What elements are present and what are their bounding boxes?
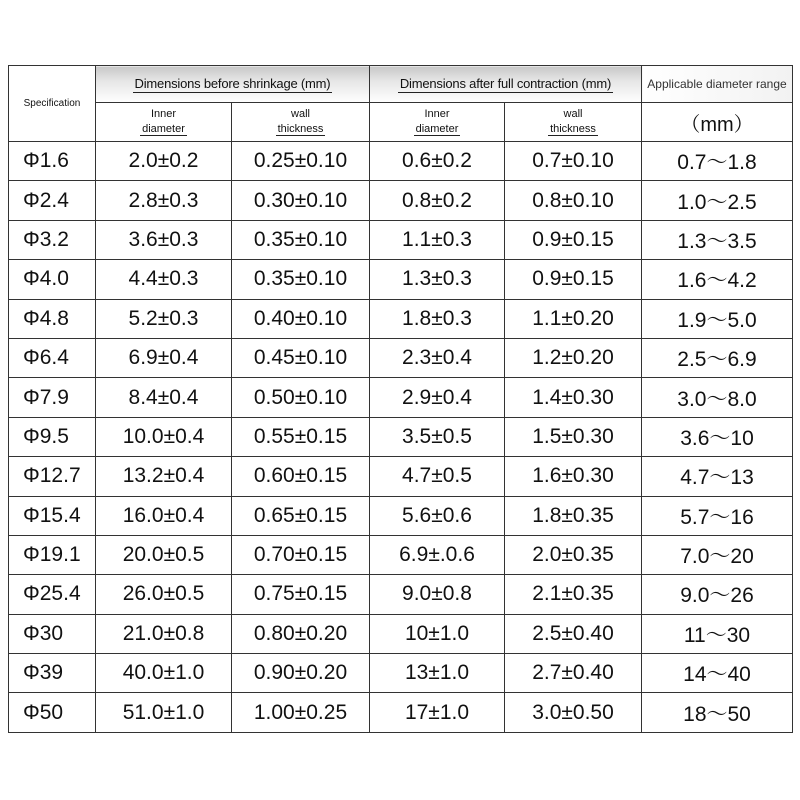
header-after-label: Dimensions after full contraction (mm) bbox=[399, 75, 612, 91]
table-row bbox=[9, 575, 793, 614]
after-wall-thickness-cell: 1.5±0.30 bbox=[505, 417, 642, 456]
table-row bbox=[9, 457, 793, 496]
table-row bbox=[9, 299, 793, 338]
specification-cell: Φ15.4 bbox=[9, 496, 96, 535]
after-inner-diameter-cell: 5.6±0.6 bbox=[370, 496, 505, 535]
header-after-contraction bbox=[370, 66, 642, 103]
after-inner-diameter-cell: 4.7±0.5 bbox=[370, 457, 505, 496]
diameter-range-cell: 1.6～4.2 bbox=[642, 260, 793, 299]
diameter-range-cell: 5.7～16 bbox=[642, 496, 793, 535]
before-wall-thickness-cell: 1.00±0.25 bbox=[232, 693, 370, 732]
specification-cell: Φ7.9 bbox=[9, 378, 96, 417]
inner-line2: diameter bbox=[415, 123, 459, 135]
table-row bbox=[9, 535, 793, 574]
after-inner-diameter-cell: 10±1.0 bbox=[370, 614, 505, 653]
after-wall-thickness-cell: 0.7±0.10 bbox=[505, 142, 642, 181]
diameter-range-cell: 7.0～20 bbox=[642, 535, 793, 574]
before-inner-diameter-cell: 2.0±0.2 bbox=[96, 142, 232, 181]
before-wall-thickness-cell: 0.70±0.15 bbox=[232, 535, 370, 574]
header-range-unit: （mm） bbox=[642, 103, 793, 142]
after-inner-diameter-cell: 0.8±0.2 bbox=[370, 181, 505, 220]
specification-cell: Φ4.0 bbox=[9, 260, 96, 299]
before-wall-thickness-cell: 0.75±0.15 bbox=[232, 575, 370, 614]
table-row bbox=[9, 260, 793, 299]
diameter-range-cell: 1.9～5.0 bbox=[642, 299, 793, 338]
specification-cell: Φ19.1 bbox=[9, 535, 96, 574]
before-wall-thickness-cell: 0.30±0.10 bbox=[232, 181, 370, 220]
after-inner-diameter-cell: 13±1.0 bbox=[370, 654, 505, 693]
specification-cell: Φ2.4 bbox=[9, 181, 96, 220]
after-wall-thickness-cell: 0.8±0.10 bbox=[505, 181, 642, 220]
inner-line2: diameter bbox=[142, 123, 185, 135]
after-inner-diameter-cell: 1.3±0.3 bbox=[370, 260, 505, 299]
before-wall-thickness-cell: 0.45±0.10 bbox=[232, 338, 370, 377]
table-row bbox=[9, 496, 793, 535]
table-row bbox=[9, 378, 793, 417]
before-wall-thickness-cell: 0.40±0.10 bbox=[232, 299, 370, 338]
before-inner-diameter-cell: 26.0±0.5 bbox=[96, 575, 232, 614]
before-inner-diameter-cell: 13.2±0.4 bbox=[96, 457, 232, 496]
before-inner-diameter-cell: 8.4±0.4 bbox=[96, 378, 232, 417]
header-diameter-range: Applicable diameter range bbox=[642, 66, 793, 103]
specification-cell: Φ39 bbox=[9, 654, 96, 693]
before-inner-diameter-cell: 6.9±0.4 bbox=[96, 338, 232, 377]
before-inner-diameter-cell: 51.0±1.0 bbox=[96, 693, 232, 732]
after-inner-diameter-cell: 1.1±0.3 bbox=[370, 220, 505, 259]
before-inner-diameter-cell: 21.0±0.8 bbox=[96, 614, 232, 653]
before-inner-diameter-cell: 3.6±0.3 bbox=[96, 220, 232, 259]
table-row bbox=[9, 181, 793, 220]
after-wall-thickness-cell: 1.1±0.20 bbox=[505, 299, 642, 338]
after-wall-thickness-cell: 2.1±0.35 bbox=[505, 575, 642, 614]
wall-line2: thickness bbox=[550, 123, 596, 135]
before-wall-thickness-cell: 0.35±0.10 bbox=[232, 260, 370, 299]
specification-cell: Φ1.6 bbox=[9, 142, 96, 181]
diameter-range-cell: 18～50 bbox=[642, 693, 793, 732]
after-wall-thickness-cell: 1.6±0.30 bbox=[505, 457, 642, 496]
header-row-top bbox=[9, 66, 793, 103]
before-wall-thickness-cell: 0.55±0.15 bbox=[232, 417, 370, 456]
specification-cell: Φ50 bbox=[9, 693, 96, 732]
diameter-range-cell: 14～40 bbox=[642, 654, 793, 693]
specification-cell: Φ30 bbox=[9, 614, 96, 653]
header-before-inner-diameter bbox=[96, 103, 232, 142]
after-inner-diameter-cell: 2.3±0.4 bbox=[370, 338, 505, 377]
after-inner-diameter-cell: 1.8±0.3 bbox=[370, 299, 505, 338]
before-wall-thickness-cell: 0.90±0.20 bbox=[232, 654, 370, 693]
header-after-wall-thickness bbox=[505, 103, 642, 142]
after-wall-thickness-cell: 2.7±0.40 bbox=[505, 654, 642, 693]
spec-table bbox=[8, 65, 793, 733]
after-inner-diameter-cell: 3.5±0.5 bbox=[370, 417, 505, 456]
after-wall-thickness-cell: 1.4±0.30 bbox=[505, 378, 642, 417]
diameter-range-cell: 11～30 bbox=[642, 614, 793, 653]
table-row bbox=[9, 693, 793, 732]
before-wall-thickness-cell: 0.25±0.10 bbox=[232, 142, 370, 181]
header-after-inner-diameter bbox=[370, 103, 505, 142]
specification-cell: Φ25.4 bbox=[9, 575, 96, 614]
after-wall-thickness-cell: 1.2±0.20 bbox=[505, 338, 642, 377]
after-inner-diameter-cell: 9.0±0.8 bbox=[370, 575, 505, 614]
specification-cell: Φ6.4 bbox=[9, 338, 96, 377]
table-row bbox=[9, 142, 793, 181]
table-row bbox=[9, 220, 793, 259]
diameter-range-cell: 3.6～10 bbox=[642, 417, 793, 456]
before-inner-diameter-cell: 4.4±0.3 bbox=[96, 260, 232, 299]
after-wall-thickness-cell: 1.8±0.35 bbox=[505, 496, 642, 535]
after-wall-thickness-cell: 0.9±0.15 bbox=[505, 260, 642, 299]
inner-line1: Inner bbox=[150, 108, 177, 120]
diameter-range-cell: 1.0～2.5 bbox=[642, 181, 793, 220]
header-row-sub bbox=[9, 103, 793, 142]
before-inner-diameter-cell: 20.0±0.5 bbox=[96, 535, 232, 574]
wall-line1: wall bbox=[563, 108, 583, 120]
after-inner-diameter-cell: 17±1.0 bbox=[370, 693, 505, 732]
diameter-range-cell: 4.7～13 bbox=[642, 457, 793, 496]
inner-line1: Inner bbox=[424, 108, 450, 120]
before-wall-thickness-cell: 0.50±0.10 bbox=[232, 378, 370, 417]
after-wall-thickness-cell: 0.9±0.15 bbox=[505, 220, 642, 259]
header-before-wall-thickness bbox=[232, 103, 370, 142]
after-wall-thickness-cell: 2.5±0.40 bbox=[505, 614, 642, 653]
before-inner-diameter-cell: 40.0±1.0 bbox=[96, 654, 232, 693]
after-inner-diameter-cell: 0.6±0.2 bbox=[370, 142, 505, 181]
diameter-range-cell: 0.7～1.8 bbox=[642, 142, 793, 181]
table-row bbox=[9, 417, 793, 456]
header-before-shrinkage bbox=[96, 66, 370, 103]
specification-cell: Φ4.8 bbox=[9, 299, 96, 338]
before-wall-thickness-cell: 0.60±0.15 bbox=[232, 457, 370, 496]
before-wall-thickness-cell: 0.65±0.15 bbox=[232, 496, 370, 535]
table-header bbox=[9, 66, 793, 142]
table-row bbox=[9, 614, 793, 653]
diameter-range-cell: 3.0～8.0 bbox=[642, 378, 793, 417]
before-wall-thickness-cell: 0.80±0.20 bbox=[232, 614, 370, 653]
after-inner-diameter-cell: 2.9±0.4 bbox=[370, 378, 505, 417]
before-wall-thickness-cell: 0.35±0.10 bbox=[232, 220, 370, 259]
specification-cell: Φ3.2 bbox=[9, 220, 96, 259]
specification-cell: Φ12.7 bbox=[9, 457, 96, 496]
table-row bbox=[9, 338, 793, 377]
before-inner-diameter-cell: 10.0±0.4 bbox=[96, 417, 232, 456]
specification-cell: Φ9.5 bbox=[9, 417, 96, 456]
diameter-range-cell: 2.5～6.9 bbox=[642, 338, 793, 377]
wall-line2: thickness bbox=[277, 123, 324, 135]
after-wall-thickness-cell: 3.0±0.50 bbox=[505, 693, 642, 732]
after-wall-thickness-cell: 2.0±0.35 bbox=[505, 535, 642, 574]
before-inner-diameter-cell: 5.2±0.3 bbox=[96, 299, 232, 338]
diameter-range-cell: 9.0～26 bbox=[642, 575, 793, 614]
diameter-range-cell: 1.3～3.5 bbox=[642, 220, 793, 259]
before-inner-diameter-cell: 2.8±0.3 bbox=[96, 181, 232, 220]
table-body bbox=[9, 142, 793, 733]
header-before-label: Dimensions before shrinkage (mm) bbox=[134, 75, 331, 91]
wall-line1: wall bbox=[291, 108, 310, 120]
table-row bbox=[9, 654, 793, 693]
before-inner-diameter-cell: 16.0±0.4 bbox=[96, 496, 232, 535]
after-inner-diameter-cell: 6.9±.0.6 bbox=[370, 535, 505, 574]
header-specification: Specification bbox=[9, 66, 96, 142]
